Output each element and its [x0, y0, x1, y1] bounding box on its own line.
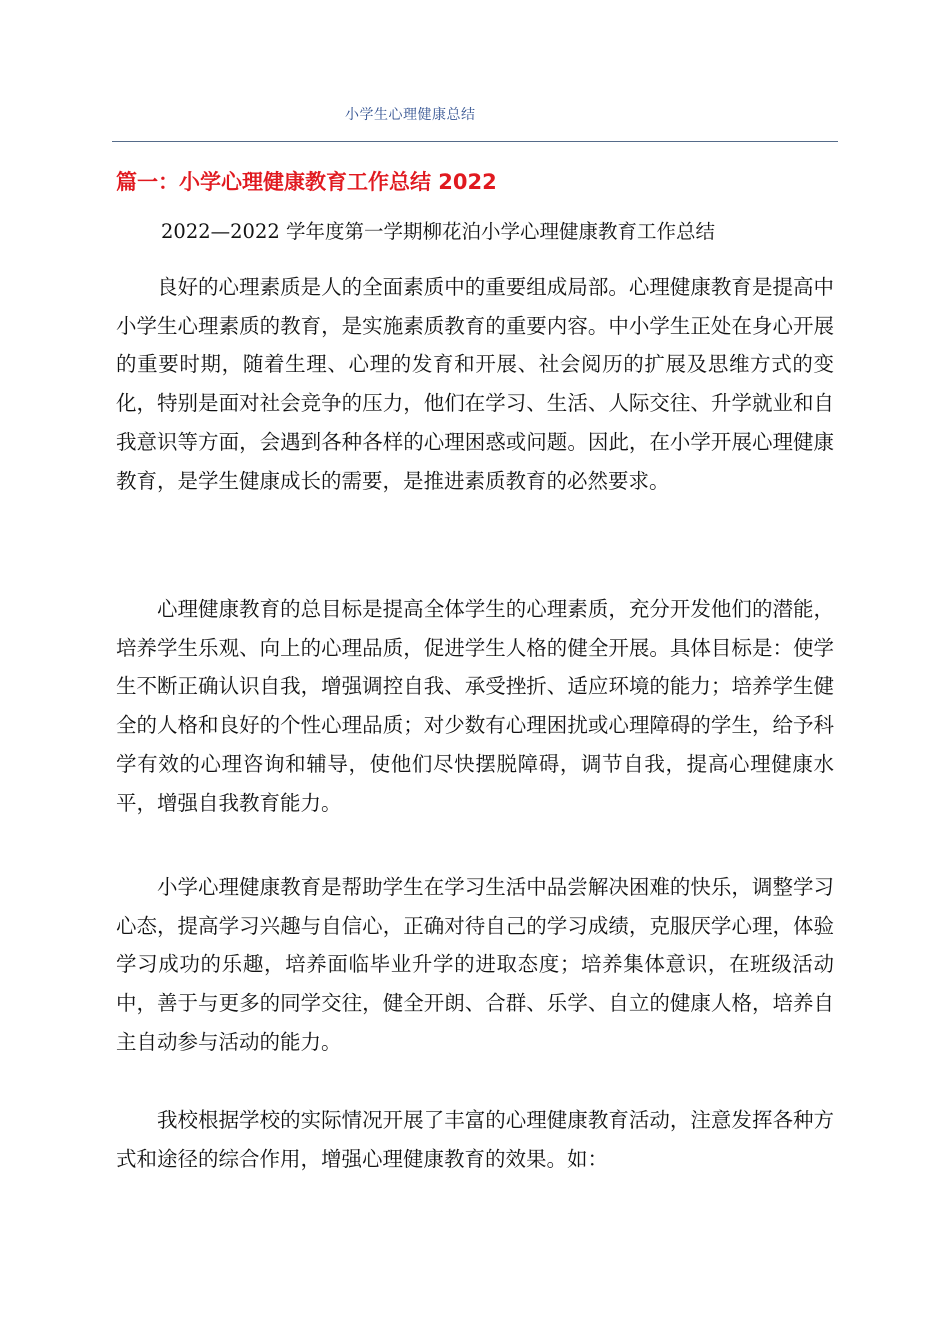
- section-title: 篇一：小学心理健康教育工作总结 2022: [116, 170, 497, 194]
- header-divider: [112, 141, 838, 142]
- running-header: 小学生心理健康总结: [345, 107, 476, 123]
- document-subtitle: 2022—2022 学年度第一学期柳花泊小学心理健康教育工作总结: [161, 220, 715, 243]
- body-paragraph: 心理健康教育的总目标是提高全体学生的心理素质，充分开发他们的潜能，培养学生乐观、向上的心理品质，促进学生人格的健全开展。具体目标是：使学生不断正确认识自我，增强调控自我、承受挫折、适应环境的能力；培养学生健全的人格和良好的个性心理品质；对少数有心理困扰或心理障碍的学生，给予科学有效的心理咨询和辅导，使他们尽快摆脱障碍，调节自我，提高心理健康水平，增强自我教育能力。: [116, 597, 834, 815]
- body-paragraph: 良好的心理素质是人的全面素质中的重要组成局部。心理健康教育是提高中小学生心理素质的教育，是实施素质教育的重要内容。中小学生正处在身心开展的重要时期，随着生理、心理的发育和开展、社会阅历的扩展及思维方式的变化，特别是面对社会竞争的压力，他们在学习、生活、人际交往、升学就业和自我意识等方面，会遇到各种各样的心理困惑或问题。因此，在小学开展心理健康教育，是学生健康成长的需要，是推进素质教育的必然要求。: [116, 275, 834, 493]
- body-paragraph: 小学心理健康教育是帮助学生在学习生活中品尝解决困难的快乐，调整学习心态，提高学习兴趣与自信心，正确对待自己的学习成绩，克服厌学心理，体验学习成功的乐趣，培养面临毕业升学的进取态度；培养集体意识，在班级活动中，善于与更多的同学交往，健全开朗、合群、乐学、自立的健康人格，培养自主自动参与活动的能力。: [116, 875, 834, 1054]
- body-paragraph: 我校根据学校的实际情况开展了丰富的心理健康教育活动，注意发挥各种方式和途径的综合作用，增强心理健康教育的效果。如：: [116, 1108, 834, 1171]
